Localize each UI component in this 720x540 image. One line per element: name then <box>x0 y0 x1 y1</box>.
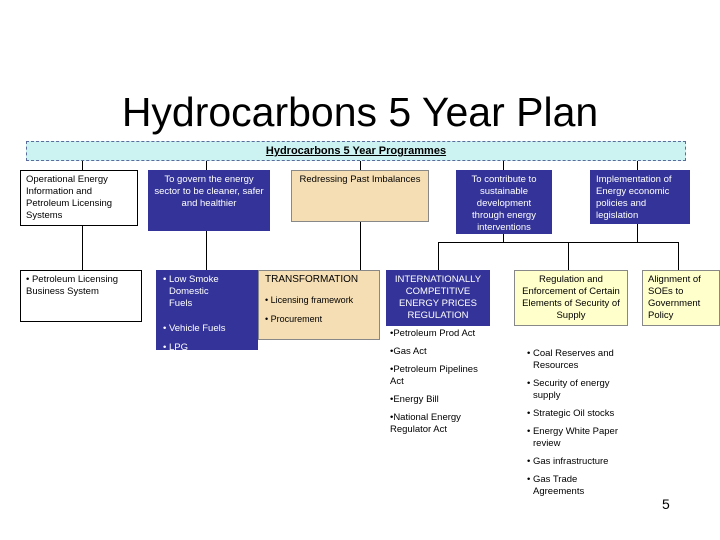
acts-list <box>390 328 490 436</box>
competitive-prices-box: INTERNATIONALLY COMPETITIVE ENERGY PRICES REGULATION <box>386 270 490 326</box>
energy-policies-box: Implementation of Energy economic policies and legislation <box>590 170 690 224</box>
supply-item: • Gas infrastructure <box>527 456 609 467</box>
supply-item: • Strategic Oil stocks <box>527 408 615 419</box>
connector-line <box>206 161 207 170</box>
regulation-enforcement-box: Regulation and Enforcement of Certain Elements of Security of Supply <box>514 270 628 326</box>
connector-line <box>637 161 638 170</box>
supply-item: • Security of energy supply <box>527 378 610 401</box>
connector-line <box>360 222 361 270</box>
programmes-bar: Hydrocarbons 5 Year Programmes <box>26 141 686 161</box>
supply-item: • Coal Reserves and Resources <box>527 348 614 371</box>
low-smoke-fuels-box <box>156 270 258 353</box>
connector-line <box>568 242 569 270</box>
page-title: Hydrocarbons 5 Year Plan <box>121 89 599 135</box>
connector-line <box>360 161 361 170</box>
connector-line <box>206 231 207 270</box>
act-item: •Petroleum Pipelines Act <box>390 364 478 387</box>
act-item: •Energy Bill <box>390 394 439 405</box>
redressing-imbalances-box: Redressing Past Imbalances <box>291 170 429 222</box>
connector-line <box>82 226 83 270</box>
fuels-item: • Low Smoke Domestic Fuels <box>163 274 219 309</box>
supply-list <box>527 348 627 498</box>
operational-energy-box: Operational Energy Information and Petroleum Licensing Systems <box>20 170 138 226</box>
transformation-item: • Licensing framework <box>265 295 354 305</box>
connector-line <box>503 234 504 242</box>
fuels-item: • Vehicle Fuels <box>163 323 226 334</box>
act-item: •Gas Act <box>390 346 427 357</box>
soe-alignment-box: Alignment of SOEs to Government Policy <box>642 270 720 326</box>
fuels-item: • LPG <box>163 342 188 353</box>
supply-item: • Gas Trade Agreements <box>527 474 585 497</box>
petroleum-licensing-box: • Petroleum Licensing Business System <box>20 270 142 322</box>
connector-line <box>678 242 679 270</box>
supply-item: • Energy White Paper review <box>527 426 618 449</box>
connector-line <box>438 242 439 270</box>
connector-line <box>637 224 638 242</box>
transformation-box <box>258 270 380 340</box>
connector-line <box>503 161 504 170</box>
transformation-item: • Procurement <box>265 314 323 324</box>
act-item: •Petroleum Prod Act <box>390 328 476 339</box>
sustainable-development-box: To contribute to sustainable development through energy interventions <box>456 170 552 234</box>
page-number: 5 <box>662 496 670 512</box>
transformation-heading: TRANSFORMATION <box>265 274 359 285</box>
govern-energy-box: To govern the energy sector to be cleaner, safer and healthier <box>148 170 270 231</box>
act-item: •National Energy Regulator Act <box>390 412 461 435</box>
connector-line <box>438 242 678 243</box>
connector-line <box>82 161 83 170</box>
